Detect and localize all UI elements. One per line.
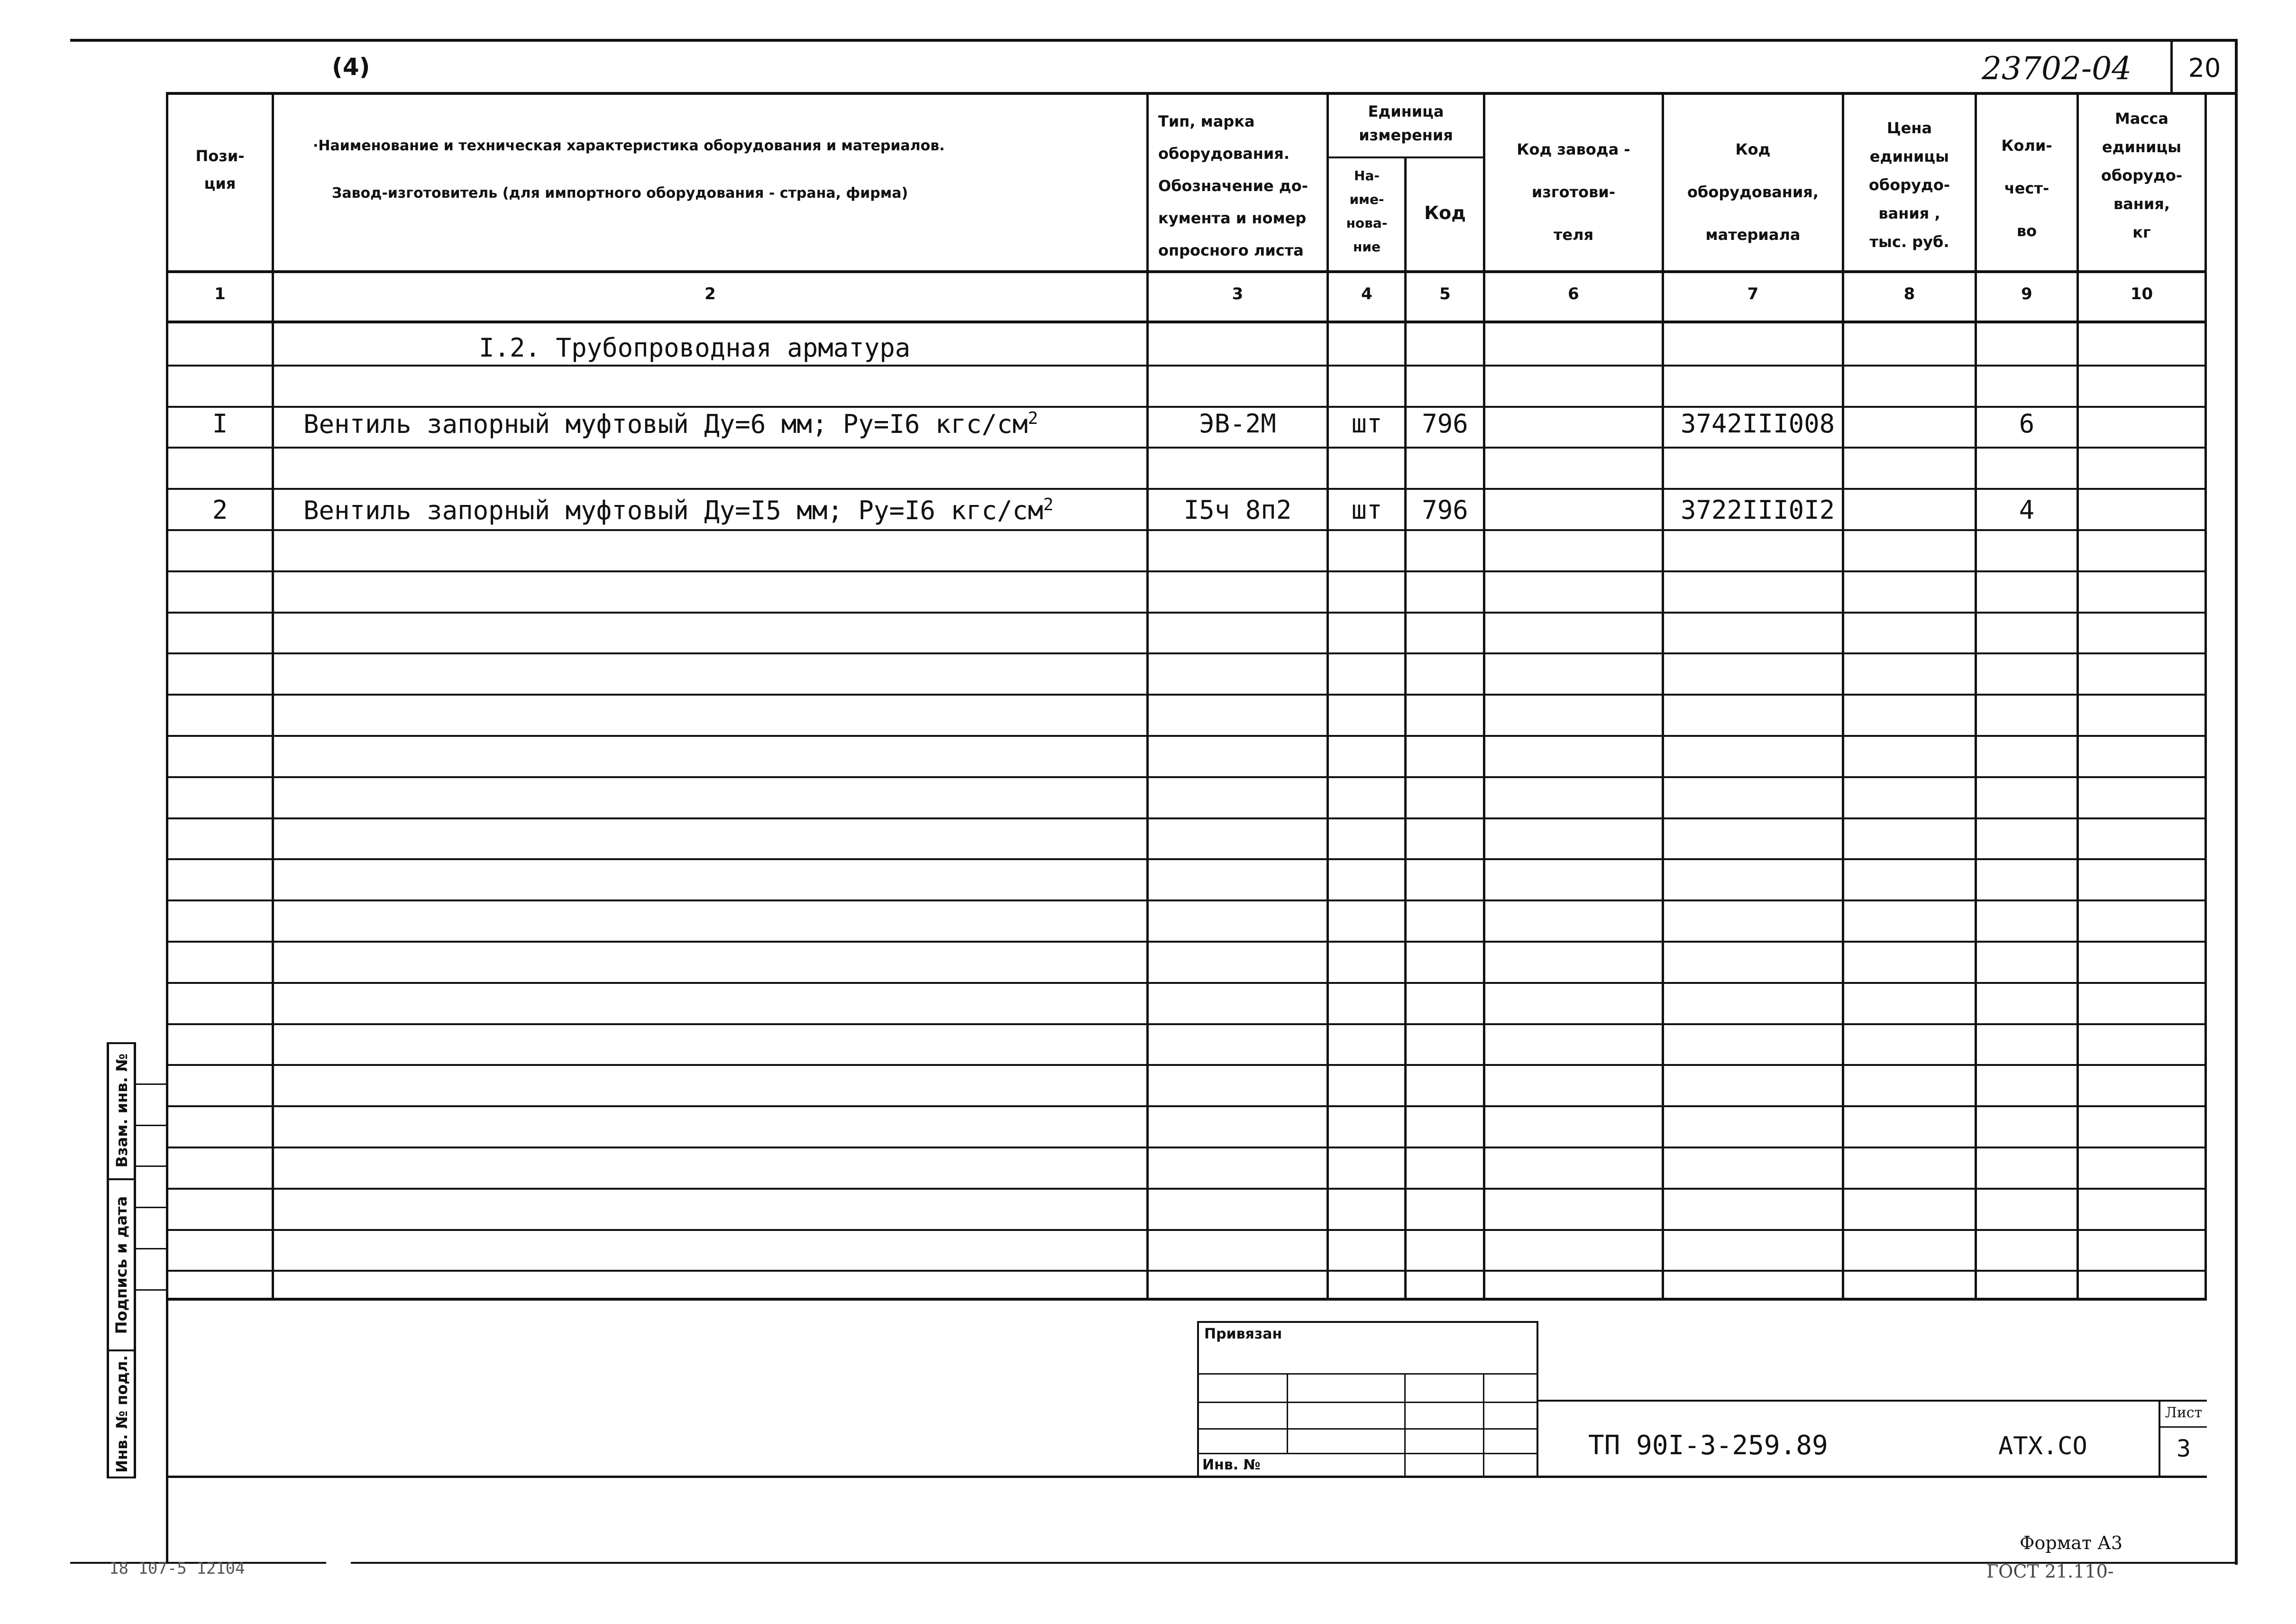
column-number-5: 5 [1439,284,1451,303]
row-2-quantity: 4 [2019,495,2035,525]
header-type: Тип, марка оборудования. Обозначение до- кумента и номер опросного листа [1158,112,1308,259]
margin-label-inv-podl: Инв. № подл. [113,1355,131,1473]
table-row-line [168,776,2205,778]
header-name-line1: ·Наименование и техническая характеристика оборудования и материалов. [313,138,945,154]
stamp-row-4 [1197,1453,1538,1454]
header-price: Цена единицы оборудо- вания , тыс. руб. [1868,119,1950,251]
row-1-position: I [212,409,228,439]
page-number-box-left [2170,40,2173,93]
header-unit-code: Код [1424,202,1466,223]
margin-row-line [136,1165,168,1167]
stamp-col-1 [1287,1373,1288,1454]
stamp-main-top [1537,1400,2207,1402]
column-number-7: 7 [1747,284,1759,303]
col-divider-1 [272,92,274,1300]
column-number-4: 4 [1361,284,1372,303]
table-row-line [168,1229,2205,1231]
outer-right-line [2235,39,2238,1565]
margin-row-line [136,1207,168,1208]
table-header-bottom [166,270,2207,273]
table-row-line [168,1023,2205,1025]
table-left-line [166,92,168,1562]
header-mass: Масса единицы оборудо- вания, кг [2101,110,2183,241]
section-title: I.2. Трубопроводная арматура [479,333,911,363]
row-1-quantity: 6 [2019,409,2035,439]
margin-label-vzam: Взам. инв. № [113,1053,131,1168]
sheet-label: Лист [2165,1404,2203,1421]
row-2-equipment-code: 3722III0I2 [1681,495,1835,525]
column-numbers-bottom [166,321,2207,323]
left-footer-code: 18 107-5 12104 [109,1559,245,1578]
column-number-1: 1 [214,284,226,303]
table-row-line [168,570,2205,572]
margin-row-line [136,1248,168,1249]
table-row-line [168,941,2205,943]
column-number-9: 9 [2021,284,2032,303]
table-row-line [168,1188,2205,1190]
table-row-line [168,652,2205,654]
outer-top-line [70,39,2238,42]
table-row-line [168,858,2205,860]
column-number-8: 8 [1903,284,1915,303]
margin-box-left [107,1042,109,1478]
section-mark: (4) [332,53,370,81]
row-2-name-text: Вентиль запорный муфтовый Ду=I5 мм; Ру=I6 кгс/см [303,495,1043,525]
column-number-2: 2 [704,284,716,303]
header-name-line2: Завод-изготовитель (для импортного оборудования - страна, фирма) [332,185,908,202]
col-divider-3 [1326,92,1329,1300]
table-row-line [168,447,2205,449]
row-2-name [303,495,1053,525]
table-right-line [2205,92,2207,1300]
outer-bottom-line [351,1562,2238,1564]
row-1-unit-name: шт [1351,409,1382,439]
column-number-3: 3 [1232,284,1244,303]
margin-label-podpis: Подпись и дата [112,1196,130,1334]
header-unit-group: Единица измерения [1359,102,1453,144]
table-row-line [168,1064,2205,1066]
stamp-row-1 [1197,1373,1538,1375]
row-1-type: ЭВ-2М [1199,409,1276,439]
table-row-line [168,982,2205,984]
table-row-line [168,1270,2205,1272]
col-divider-6 [1662,92,1664,1300]
sheet-number: 3 [2176,1435,2191,1462]
header-quantity: Коли- чест- во [2001,137,2052,240]
stamp-main-bottom [166,1476,2207,1478]
row-2-position: 2 [212,495,228,525]
col-divider-2 [1146,92,1149,1300]
document-number: 23702-04 [1982,50,2132,87]
table-row-line [168,735,2205,737]
header-factory-code: Код завода - изготови- теля [1517,140,1630,244]
margin-row-line [136,1083,168,1085]
header-position: Пози- ция [195,147,245,193]
row-2-unit-name: шт [1351,495,1382,525]
column-number-6: 6 [1568,284,1579,303]
table-row-line [168,529,2205,531]
sheet-box-mid [2159,1426,2207,1428]
row-2-name-superscript: 2 [1043,495,1054,514]
margin-box-right [134,1042,136,1478]
row-1-name-superscript: 2 [1028,409,1038,428]
col-divider-9 [2076,92,2079,1300]
stamp-col-2 [1404,1373,1406,1477]
section-code: АТХ.СО [1998,1432,2087,1460]
table-row-line [168,817,2205,819]
margin-row-line [136,1125,168,1126]
row-1-unit-code: 796 [1422,409,1468,439]
table-row-line [168,488,2205,490]
table-body-bottom [166,1298,2207,1301]
col-divider-5 [1483,92,1485,1300]
sheet-box-left [2159,1400,2160,1477]
format-label: Формат А3 [2020,1532,2123,1553]
row-1-name-text: Вентиль запорный муфтовый Ду=6 мм; Ру=I6 кгс/см [303,409,1028,439]
row-1-name [303,409,1038,439]
page-number: 20 [2188,53,2221,83]
stamp-row-3 [1197,1428,1538,1430]
stamp-col-3 [1483,1373,1484,1477]
stamp-inv-no-label: Инв. № [1202,1457,1261,1473]
col-divider-7 [1842,92,1844,1300]
column-number-10: 10 [2130,284,2153,303]
margin-row-line [136,1289,168,1291]
header-unit-name: На- име- нова- ние [1346,168,1388,255]
project-code: ТП 90I-3-259.89 [1588,1430,1828,1461]
header-equipment-code: Код оборудования, материала [1687,140,1819,244]
unit-group-divider [1326,156,1485,158]
gost-label: ГОСТ 21.110- [1986,1561,2114,1582]
table-row-line [168,612,2205,614]
stamp-row-2 [1197,1402,1538,1403]
table-row-line [168,899,2205,901]
table-top-line [166,92,2238,95]
row-2-type: I5ч 8п2 [1183,495,1292,525]
row-2-unit-code: 796 [1422,495,1468,525]
stamp-privyazan-top [1197,1321,1538,1323]
table-row-line [168,1105,2205,1107]
table-row-line [168,694,2205,696]
row-1-equipment-code: 3742III008 [1681,409,1835,439]
table-row-line [168,1147,2205,1148]
table-row-line [168,406,2205,408]
table-row-line [168,365,2205,367]
col-divider-8 [1975,92,1977,1300]
col-divider-4 [1404,156,1407,1300]
stamp-privyazan-label: Привязан [1204,1326,1282,1342]
